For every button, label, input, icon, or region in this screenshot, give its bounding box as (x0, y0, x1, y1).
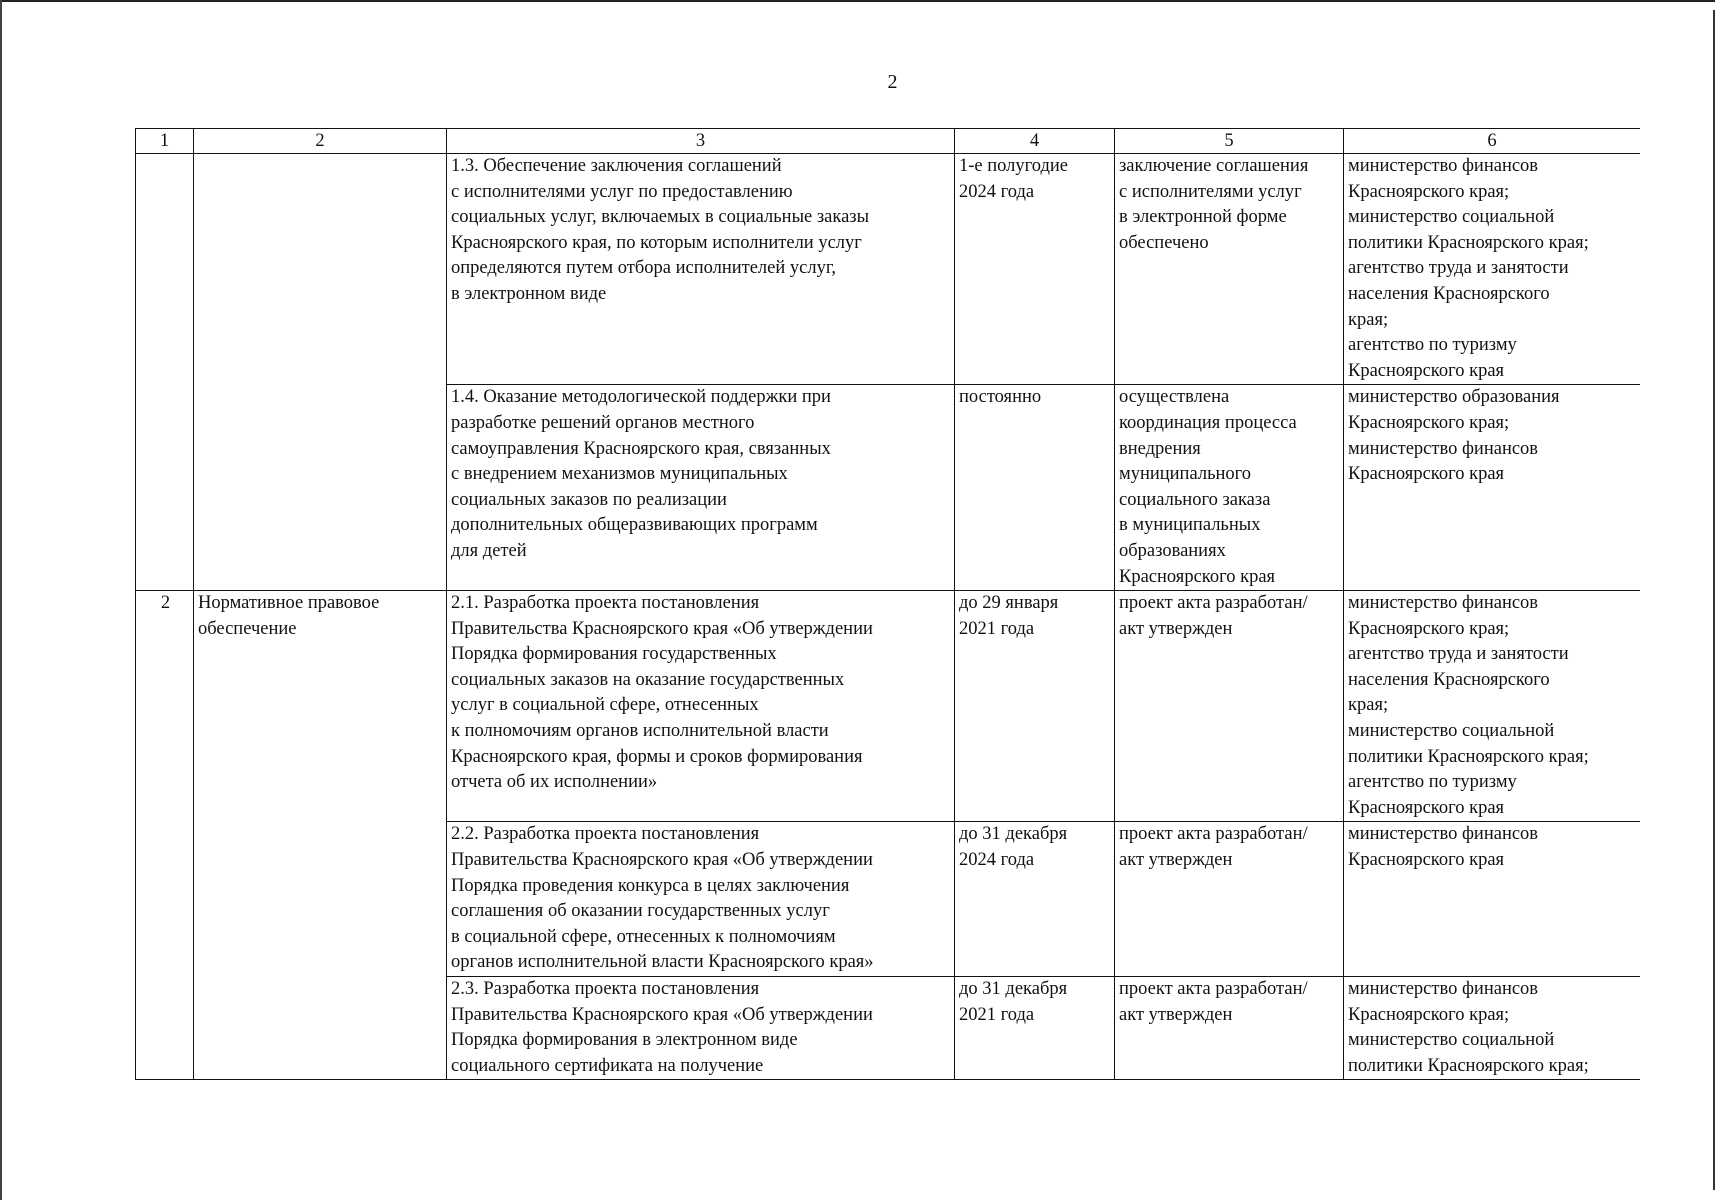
responsible-cell: министерство финансов Красноярского края; министерство социальной политики Красноярского края; (1344, 977, 1641, 1080)
deadline-cell: постоянно (955, 385, 1115, 591)
table-container (135, 128, 1640, 1080)
responsible-cell: министерство финансов Красноярского края; министерство социальной политики Красноярского края; агентство труда и занятости населения Красноярского края; агентство по туризму Красноярского края (1344, 154, 1641, 385)
column-header: 4 (955, 129, 1115, 154)
result-cell: заключение соглашения с исполнителями услуг в электронной форме обеспечено (1115, 154, 1344, 385)
plan-table (135, 128, 1640, 1080)
column-header: 3 (447, 129, 955, 154)
responsible-cell: министерство финансов Красноярского края (1344, 822, 1641, 977)
column-header: 5 (1115, 129, 1344, 154)
row-number-cell: 2 (136, 591, 194, 1080)
activity-cell: 1.3. Обеспечение заключения соглашений с исполнителями услуг по предоставлению социальных услуг, включаемых в социальные заказы Красноярского края, по которым исполнители услуг определяются путем отбора исполнителей услуг, в электронном виде (447, 154, 955, 385)
activity-cell: 2.3. Разработка проекта постановления Правительства Красноярского края «Об утверждении Порядка формирования в электронном виде социального сертификата на получение (447, 977, 955, 1080)
column-header: 2 (194, 129, 447, 154)
column-header: 1 (136, 129, 194, 154)
deadline-cell: до 29 января 2021 года (955, 591, 1115, 822)
responsible-cell: министерство финансов Красноярского края; агентство труда и занятости населения Красноярского края; министерство социальной политики Красноярского края; агентство по туризму Красноярского края (1344, 591, 1641, 822)
page-number: 2 (887, 71, 898, 93)
result-cell: проект акта разработан/ акт утвержден (1115, 822, 1344, 977)
column-header: 6 (1344, 129, 1641, 154)
deadline-cell: 1-е полугодие 2024 года (955, 154, 1115, 385)
row-number-cell (136, 154, 194, 591)
activity-cell: 2.2. Разработка проекта постановления Правительства Красноярского края «Об утверждении Порядка проведения конкурса в целях заключения соглашения об оказании государственных услуг в социальной сфере, отнесенных к полномочиям органов исполнительной власти Красноярского края» (447, 822, 955, 977)
scan-edge-top (0, 0, 1715, 2)
scan-edge-left (0, 0, 2, 1200)
table-row (136, 591, 1641, 822)
deadline-cell: до 31 декабря 2024 года (955, 822, 1115, 977)
section-cell (194, 154, 447, 591)
table-header-row (136, 129, 1641, 154)
activity-cell: 2.1. Разработка проекта постановления Правительства Красноярского края «Об утверждении Порядка формирования государственных социальных заказов на оказание государственных услуг в социальной сфере, отнесенных к полномочиям органов исполнительной власти Красноярского края, формы и сроков формирования отчета об их исполнении» (447, 591, 955, 822)
result-cell: проект акта разработан/ акт утвержден (1115, 977, 1344, 1080)
section-cell: Нормативное правовое обеспечение (194, 591, 447, 1080)
responsible-cell: министерство образования Красноярского края; министерство финансов Красноярского края (1344, 385, 1641, 591)
result-cell: осуществлена координация процесса внедрения муниципального социального заказа в муниципальных образованиях Красноярского края (1115, 385, 1344, 591)
table-row (136, 154, 1641, 385)
result-cell: проект акта разработан/ акт утвержден (1115, 591, 1344, 822)
deadline-cell: до 31 декабря 2021 года (955, 977, 1115, 1080)
activity-cell: 1.4. Оказание методологической поддержки при разработке решений органов местного самоуправления Красноярского края, связанных с внедрением механизмов муниципальных социальных заказов по реализации дополнительных общеразвивающих программ для детей (447, 385, 955, 591)
